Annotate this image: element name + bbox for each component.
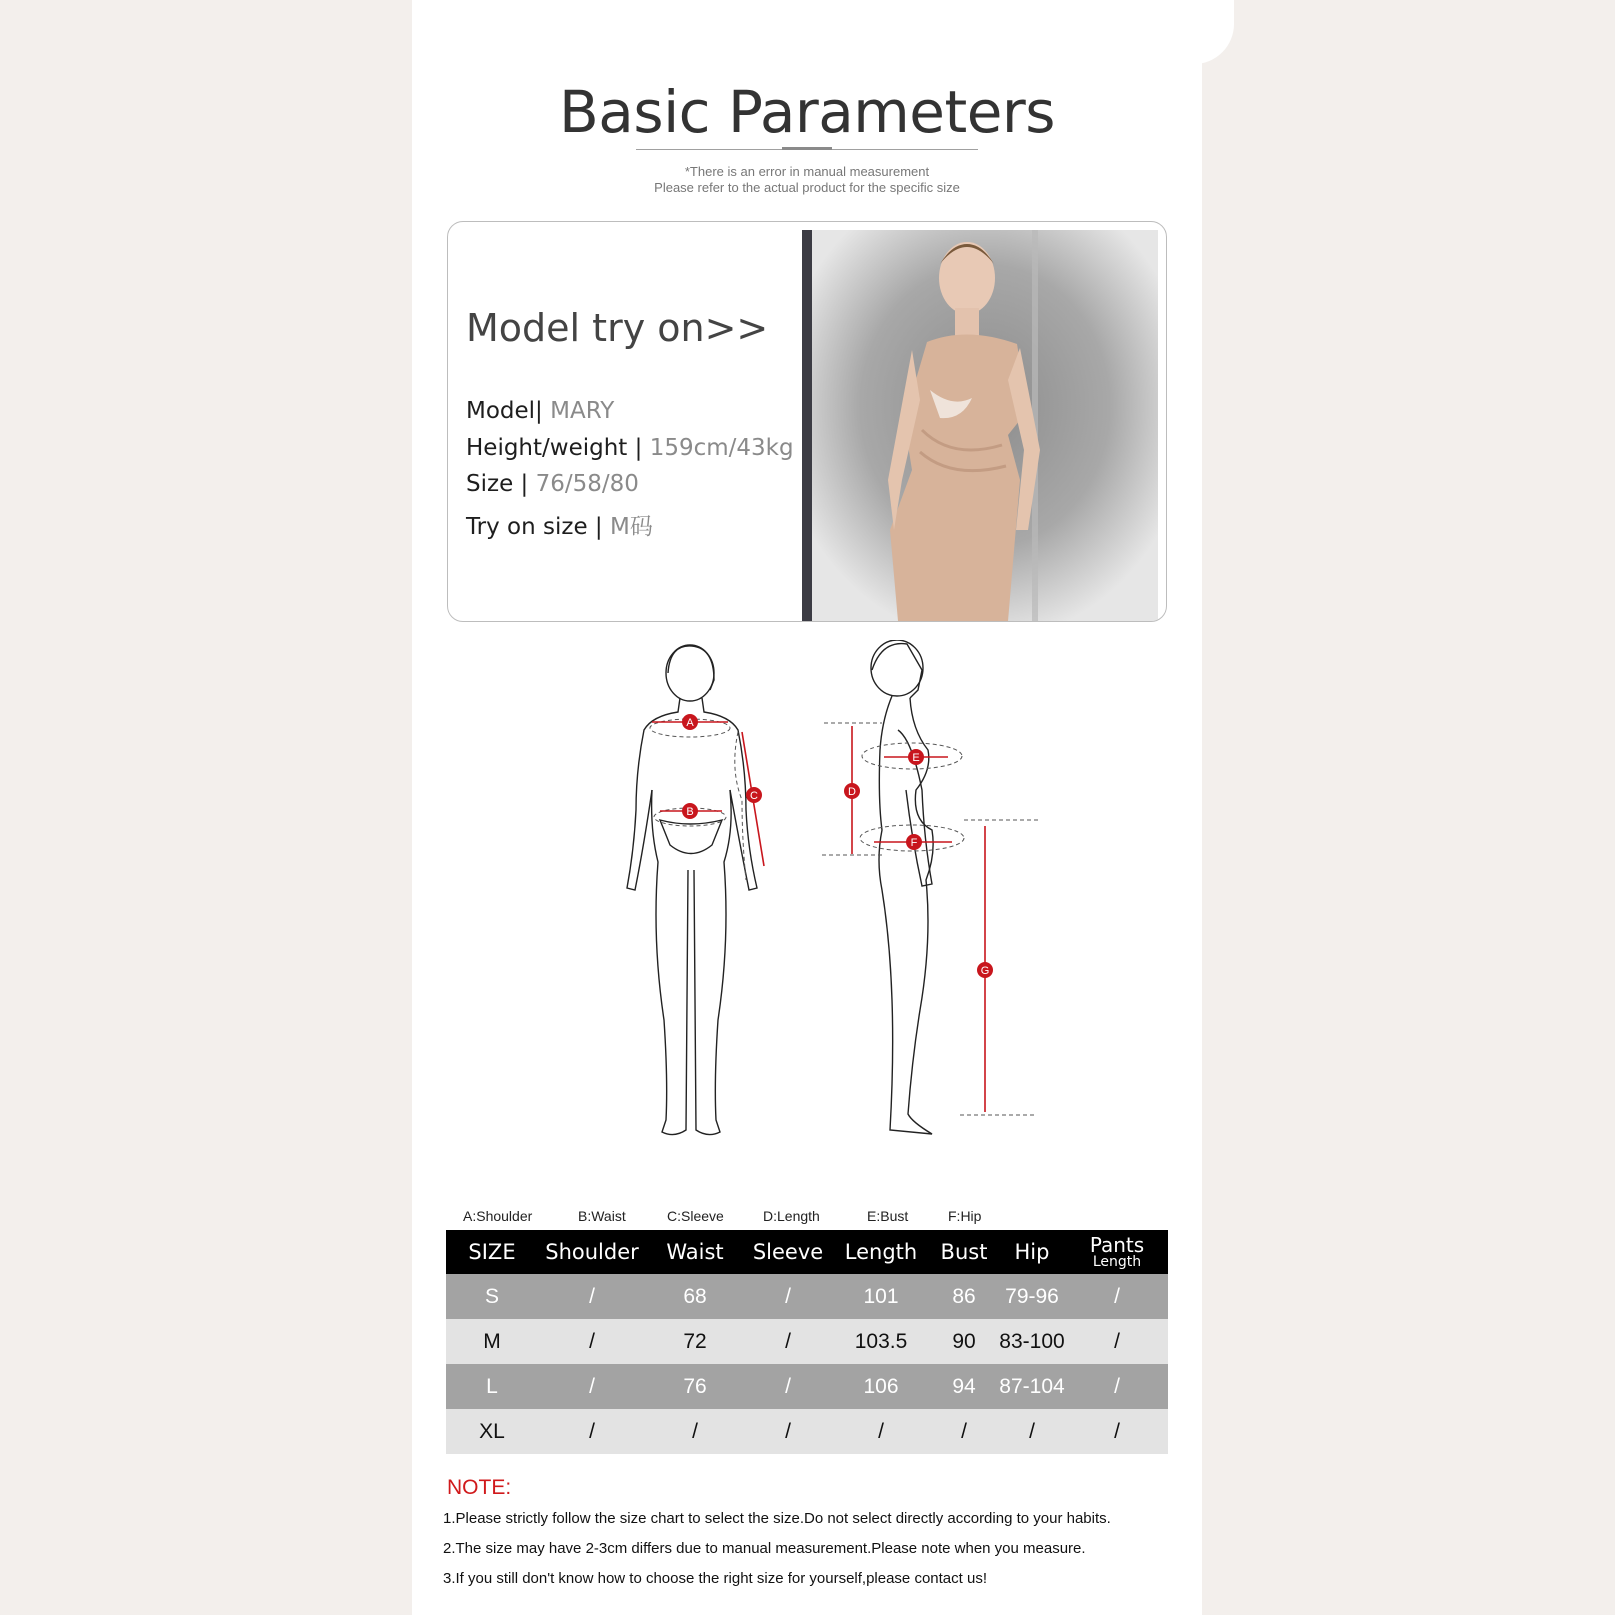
table-cell: / [1066,1274,1168,1319]
note-title: NOTE: [447,1476,512,1499]
header-shoulder: Shoulder [538,1230,646,1274]
table-cell: / [744,1364,832,1409]
note-line-3: 3.If you still don't know how to choose the right size for yourself,please contact us! [443,1570,987,1587]
model-name-label: Model| [466,398,543,424]
measure-lines [652,722,985,1112]
marker-g: G [980,965,990,977]
table-cell: / [538,1319,646,1364]
table-cell: / [1066,1409,1168,1454]
model-name-value: MARY [550,398,615,424]
try-on-size-value: M码 [609,514,653,540]
header-length: Length [832,1230,930,1274]
marker-e: E [912,752,920,764]
table-cell: XL [446,1409,538,1454]
table-cell: / [1066,1319,1168,1364]
table-cell: 76 [646,1364,744,1409]
table-cell: / [832,1409,930,1454]
table-cell: / [646,1409,744,1454]
header-bust: Bust [930,1230,998,1274]
model-name-row [466,398,614,424]
header-size: SIZE [446,1230,538,1274]
model-photo [802,230,1158,621]
measure-guides [650,719,1040,1115]
table-cell: 83-100 [998,1319,1066,1364]
table-cell: 86 [930,1274,998,1319]
table-cell: 72 [646,1319,744,1364]
size-table [446,1230,1168,1454]
marker-f: F [910,837,918,849]
size-label: Size | [466,471,529,497]
table-cell: M [446,1319,538,1364]
size-guide-page [412,0,1202,1615]
page-corner-tab [1160,0,1234,64]
body-measurement-diagram [412,640,1202,1160]
page-title: Basic Parameters [559,78,1055,146]
model-card-heading: Model try on>> [466,306,769,350]
table-cell: 103.5 [832,1319,930,1364]
model-silhouette [802,230,1158,621]
try-on-size-row [466,508,653,541]
height-weight-value: 159cm/43kg [649,435,794,461]
table-cell: / [744,1409,832,1454]
table-cell: 101 [832,1274,930,1319]
table-cell: L [446,1364,538,1409]
table-cell: 87-104 [998,1364,1066,1409]
table-row-s [446,1274,1168,1319]
legend-shoulder: A:Shoulder [463,1208,533,1224]
try-on-size-label: Try on size | [466,514,603,540]
table-cell: / [538,1364,646,1409]
header-hip: Hip [998,1230,1066,1274]
title-divider-accent [782,147,832,150]
refer-product-note: Please refer to the actual product for the specific size [654,180,960,195]
header-sleeve: Sleeve [744,1230,832,1274]
table-cell: / [1066,1364,1168,1409]
legend-bust: E:Bust [867,1208,909,1224]
table-cell: 90 [930,1319,998,1364]
table-row-l [446,1364,1168,1409]
table-cell: / [538,1274,646,1319]
table-cell: / [930,1409,998,1454]
table-cell: 94 [930,1364,998,1409]
note-line-1: 1.Please strictly follow the size chart to select the size.Do not select directly according to your habits. [443,1510,1111,1527]
header-pants-length-sub: Length [1092,1254,1142,1270]
table-cell: 68 [646,1274,744,1319]
photo-edge-bar [802,230,812,621]
table-cell: 106 [832,1364,930,1409]
height-weight-row [466,435,794,461]
table-cell: / [538,1409,646,1454]
table-row-xl [446,1409,1168,1454]
legend-sleeve: C:Sleeve [667,1208,724,1224]
measurement-error-note: *There is an error in manual measurement [684,164,930,179]
header-pants-length [1066,1230,1168,1274]
legend-length: D:Length [763,1208,820,1224]
marker-b: B [686,806,694,818]
table-cell: / [998,1409,1066,1454]
legend-waist: B:Waist [578,1208,626,1224]
header-waist: Waist [646,1230,744,1274]
marker-d: D [848,786,856,798]
table-cell: 79-96 [998,1274,1066,1319]
size-row [466,471,639,497]
legend-hip: F:Hip [948,1208,982,1224]
table-cell: / [744,1319,832,1364]
side-figure [871,640,933,1134]
note-line-2: 2.The size may have 2-3cm differs due to manual measurement.Please note when you measure. [443,1540,1086,1557]
table-row-m [446,1319,1168,1364]
size-value: 76/58/80 [535,471,639,497]
marker-c: C [750,790,758,802]
table-cell: S [446,1274,538,1319]
marker-a: A [686,717,694,729]
model-card [447,221,1167,622]
header-pants: Pants [1089,1233,1145,1257]
table-cell: / [744,1274,832,1319]
height-weight-label: Height/weight | [466,435,643,461]
size-table-header [446,1230,1168,1274]
